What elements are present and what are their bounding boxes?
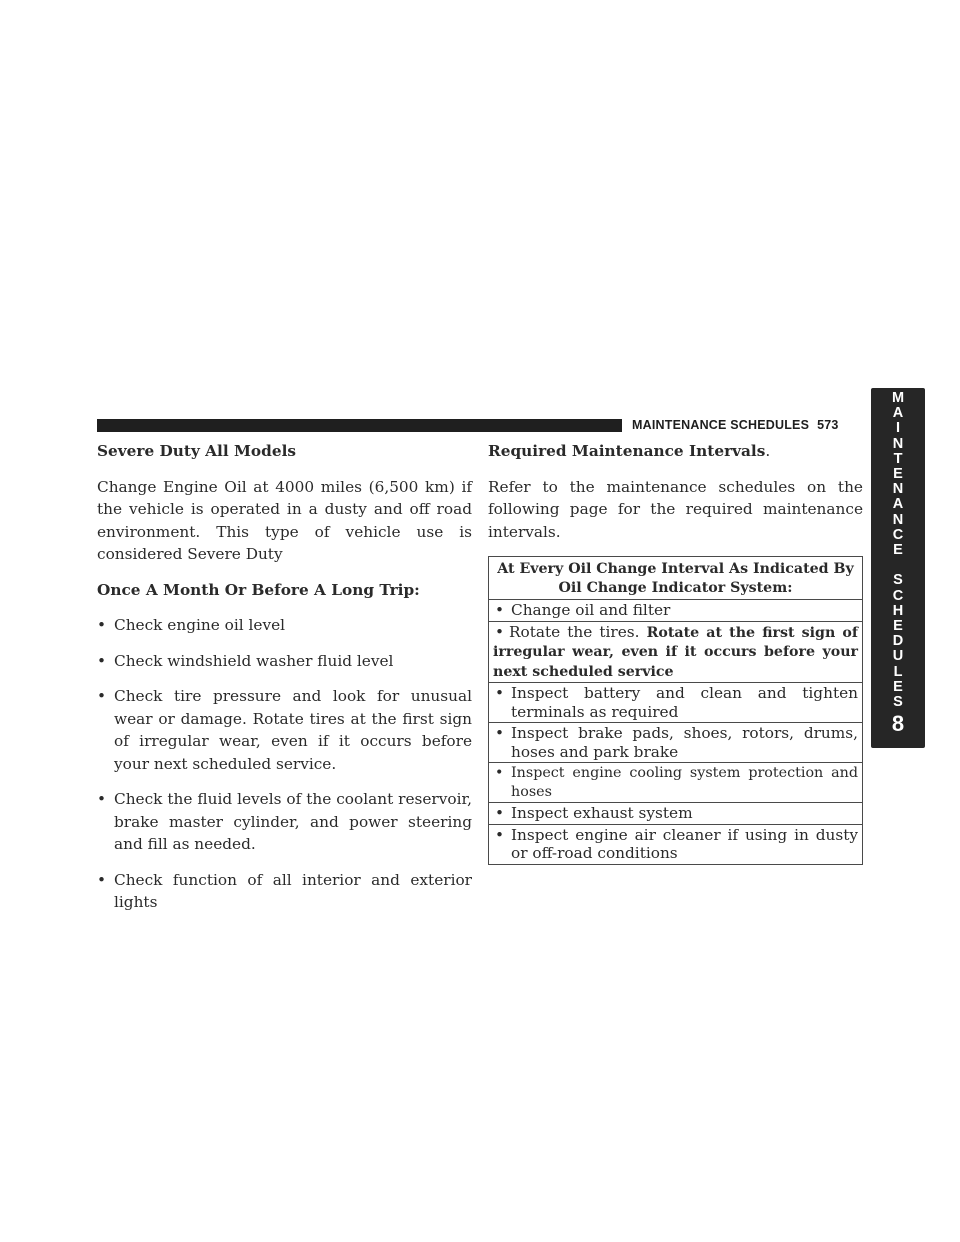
table-row: [489, 803, 862, 825]
table-row-text: Inspect brake pads, shoes, rotors, drums, hoses and park brake: [511, 724, 858, 761]
table-header: At Every Oil Change Interval As Indicated By Oil Change Indicator System:: [489, 557, 862, 600]
bullet-icon: •: [495, 601, 505, 619]
bullet-icon: •: [97, 651, 107, 670]
table-row: [489, 825, 862, 864]
bullet-icon: •: [495, 765, 504, 781]
list-item: [97, 650, 472, 673]
table-row-rotate-tires: [489, 622, 862, 684]
running-header: [622, 418, 862, 434]
table-row-text: Inspect engine cooling system protection and hoses: [511, 765, 858, 800]
required-intervals-paragraph: Refer to the maintenance schedules on the following page for the required maintenance intervals.: [488, 477, 863, 541]
list-item-text: Check function of all interior and exterior lights: [114, 870, 472, 911]
bullet-icon: •: [97, 687, 107, 705]
list-item-text: Check tire pressure and look for unusual wear or damage. Rotate tires at the first sign of irregular wear, even if it occurs before your next scheduled service.: [114, 687, 472, 773]
table-row-text: Inspect exhaust system: [511, 804, 693, 822]
rotate-tires-note: Rotate at the first sign of irregular wear, even if it occurs before your next scheduled service: [493, 624, 858, 680]
list-item: [97, 614, 472, 637]
rotate-tires-text: Rotate the tires.: [509, 622, 640, 641]
bullet-icon: •: [97, 616, 107, 634]
bullet-icon: •: [495, 804, 505, 822]
table-row-text: Change oil and filter: [511, 601, 671, 619]
left-column: [97, 440, 472, 927]
table-row: [489, 723, 862, 763]
list-item-text: Check the fluid levels of the coolant reservoir, brake master cylinder, and power steering and fill as needed.: [114, 790, 472, 853]
bullet-icon: •: [97, 870, 107, 889]
chapter-tab-letters: M A I N T E N A N C E S C H E D U L E S: [891, 390, 905, 711]
table-row: [489, 600, 862, 622]
severe-duty-paragraph: Change Engine Oil at 4000 miles (6,500 km) if the vehicle is operated in a dusty and off road environment. This type of vehicle use is considered Severe Duty: [97, 477, 472, 563]
bullet-icon: •: [495, 684, 505, 702]
table-row: [489, 763, 862, 803]
chapter-number: 8: [891, 711, 905, 737]
required-intervals-heading: Required Maintenance Intervals: [488, 442, 766, 460]
heading-period: .: [765, 442, 771, 460]
list-item: [97, 788, 472, 856]
monthly-check-heading: Once A Month Or Before A Long Trip:: [97, 580, 420, 599]
bullet-icon: •: [97, 790, 107, 808]
oil-change-interval-table: [488, 556, 863, 865]
severe-duty-heading: Severe Duty All Models: [97, 442, 296, 460]
page-number: 573: [817, 418, 839, 432]
table-row-text: Inspect battery and clean and tighten terminals as required: [511, 684, 858, 721]
list-item-text: Check windshield washer fluid level: [114, 651, 394, 670]
bullet-icon: •: [495, 825, 505, 844]
bullet-icon: •: [495, 724, 505, 742]
table-row: [489, 683, 862, 723]
bullet-icon: •: [495, 622, 505, 641]
list-item: [97, 685, 472, 775]
monthly-check-list: [97, 614, 472, 914]
list-item-text: Check engine oil level: [114, 616, 286, 634]
list-item: [97, 869, 472, 914]
required-intervals-heading-line: [488, 440, 863, 463]
table-row-text: Inspect engine air cleaner if using in dusty or off-road conditions: [511, 825, 858, 862]
chapter-side-tab: [871, 388, 925, 748]
section-title: MAINTENANCE SCHEDULES: [632, 418, 810, 432]
right-column: [488, 440, 863, 865]
header-rule-thick: [97, 419, 687, 432]
